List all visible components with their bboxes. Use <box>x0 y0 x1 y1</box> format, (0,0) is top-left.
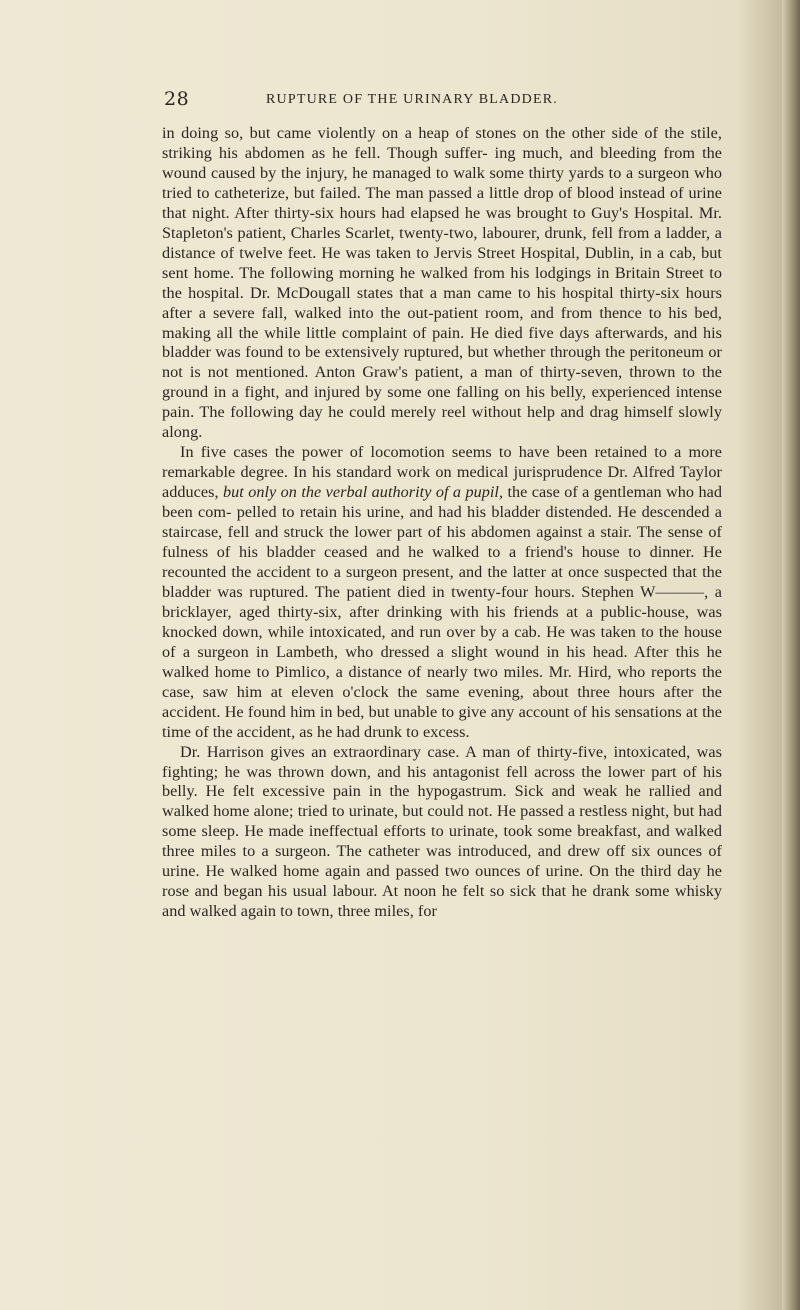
page-header <box>164 88 724 112</box>
page-edge-shadow <box>782 0 800 1310</box>
paragraph <box>162 743 722 923</box>
running-head: RUPTURE OF THE URINARY BLADDER. <box>266 92 558 107</box>
paragraph-text: in doing so, but came violently on a heap of stones on the other side of the stile, striking his abdomen as he fell. Though suffer- ing much, and bleeding from the wound caused by the injury, he managed to walk some thirty yards to a surgeon who tried to catheterize, but failed. The man passed a little drop of blood instead of urine that night. After thirty-six hours had elapsed he was brought to Guy's Hospital. Mr. Stapleton's patient, Charles Scarlet, twenty-two, labourer, drunk, fell from a ladder, a distance of twelve feet. He was taken to Jervis Street Hospital, Dublin, in a cab, but sent home. The following morning he walked from his lodgings in Britain Street to the hospital. Dr. McDougall states that a man came to his hospital thirty-six hours after a severe fall, walked into the out-patient room, and from thence to his bed, making all the while little complaint of pain. He died five days afterwards, and his bladder was found to be extensively ruptured, but whether through the peritoneum or not is not mentioned. Anton Graw's patient, a man of thirty-seven, thrown to the ground in a fight, and injured by some one falling on his belly, experienced intense pain. The following day he could merely reel without help and drag himself slowly along. <box>162 124 722 442</box>
paragraph <box>162 124 722 443</box>
page-number: 28 <box>164 88 190 110</box>
body-text <box>162 124 722 922</box>
paragraph-text: Dr. Harrison gives an extraordinary case. A man of thirty-five, intoxicated, was fighting; he was thrown down, and his antagonist fell across the lower part of his belly. He felt excessive pain in the hypogastrum. Sick and weak he rallied and walked home alone; tried to urinate, but could not. He passed a restless night, but had some sleep. He made ineffectual efforts to urinate, took some breakfast, and walked three miles to a surgeon. The catheter was introduced, and drew off six ounces of urine. He walked home again and passed two ounces of urine. On the third day he rose and began his usual labour. At noon he felt so sick that he drank some whisky and walked again to town, three miles, for <box>162 742 722 921</box>
paragraph <box>162 443 722 742</box>
paragraph-text: the case of a gentleman who had been com- pelled to retain his urine, and had his bladder distended. He descended a staircase, fell and struck the lower part of his abdomen against a stair. The sense of fulness of his bladder ceased and he walked to a friend's house to dinner. He recounted the accident to a surgeon present, and the latter at once suspected that the bladder was ruptured. The patient died in twenty-four hours. Stephen W———, a bricklayer, aged thirty-six, after drinking with his friends at a public-house, was knocked down, while intoxicated, and run over by a cab. He was taken to the house of a surgeon in Lambeth, who dressed a slight wound in his head. After this he walked home to Pimlico, a distance of nearly two miles. Mr. Hird, who reports the case, saw him at eleven o'clock the same evening, about three hours after the accident. He found him in bed, but unable to give any account of his sensations at the time of the accident, as he had drunk to excess. <box>162 483 722 741</box>
italic-text: but only on the verbal authority of a pupil, <box>222 483 504 502</box>
paragraph-text: In five cases the power of locomotion seems to have been retained to a more remarkable degree. In his standard work on medical jurisprudence Dr. Alfred Taylor adduces, <box>162 443 722 502</box>
